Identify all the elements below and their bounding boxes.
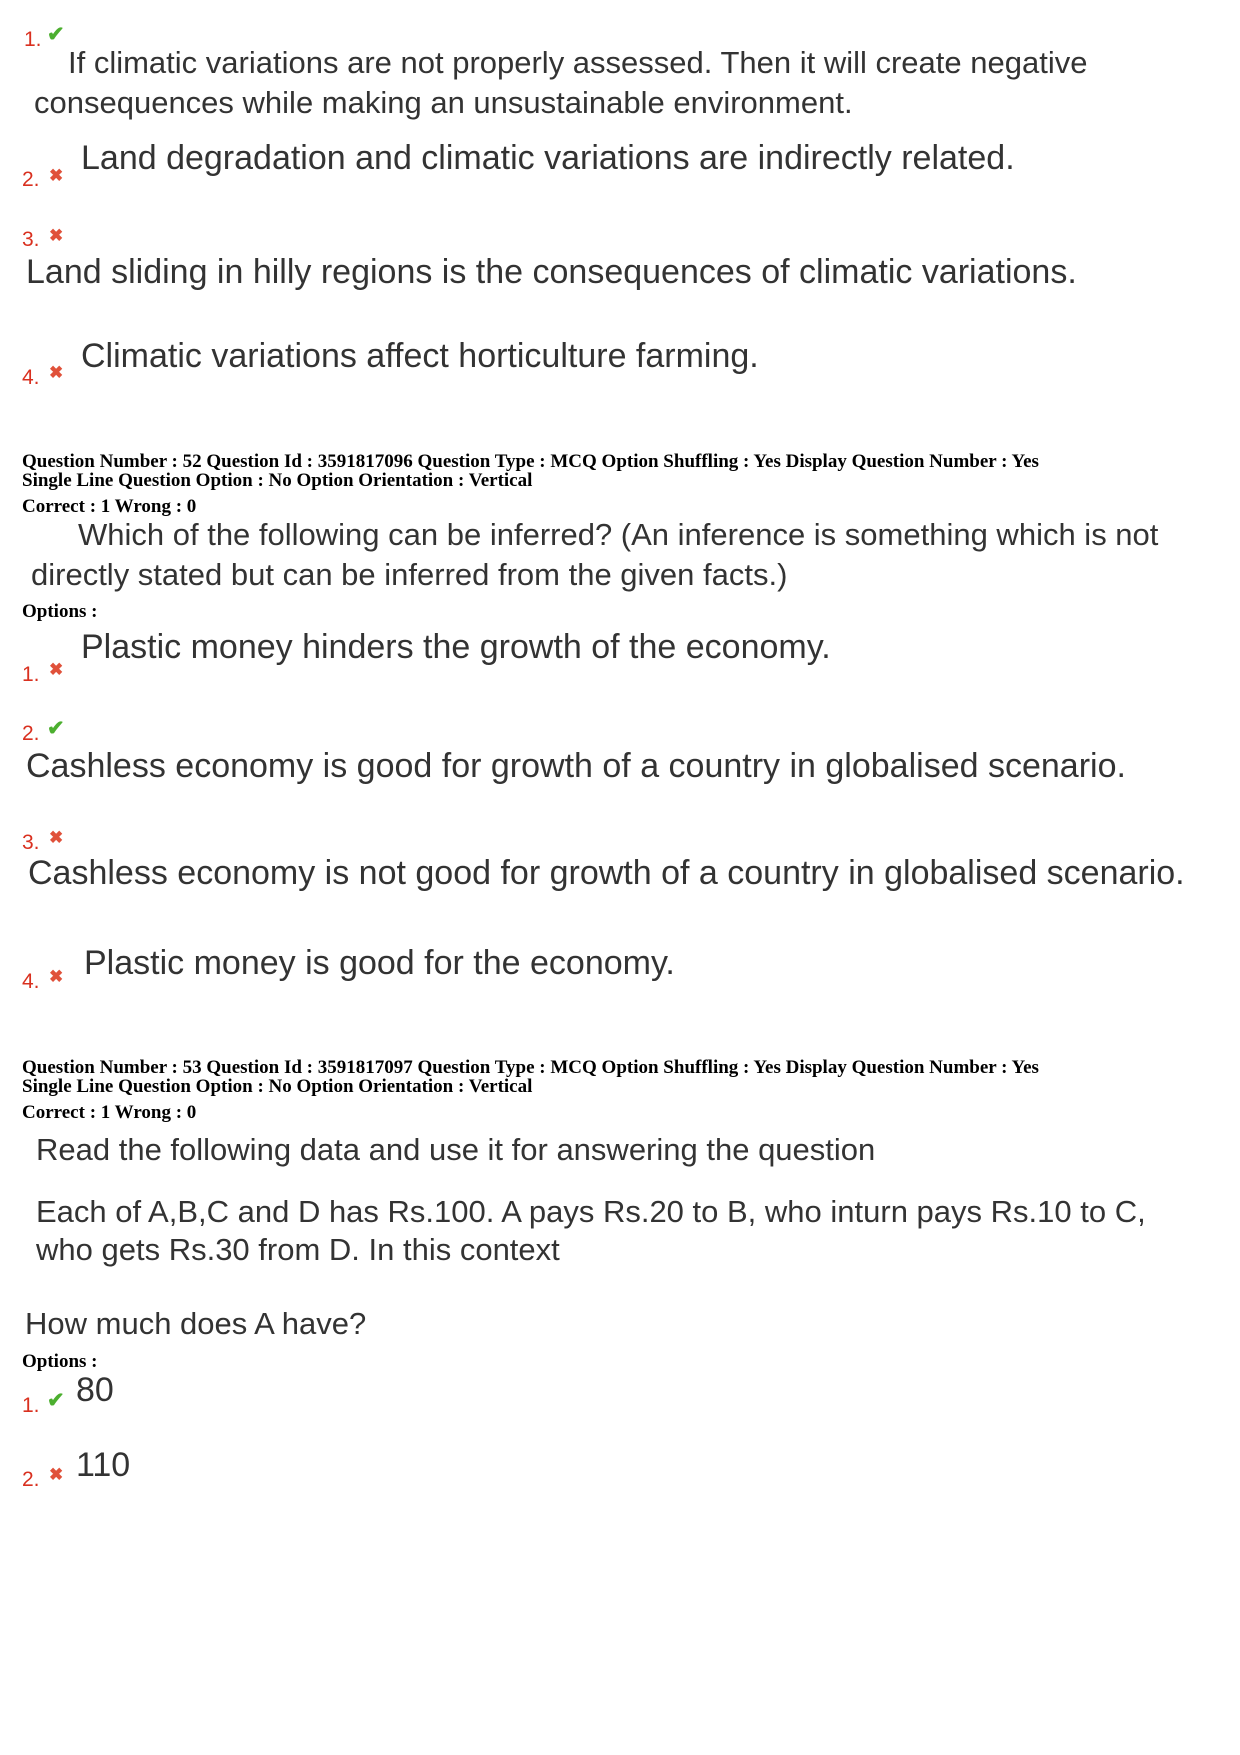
question-text: Which of the following can be inferred? (An inference is something which is not <box>78 517 1159 552</box>
option-number: 3. <box>22 831 40 854</box>
wrong-cross-icon: ✖ <box>49 660 64 679</box>
option-number: 1. <box>22 1394 40 1417</box>
correct-check-icon: ✔ <box>47 717 65 740</box>
option-text: consequences while making an unsustainable environment. <box>34 85 853 120</box>
option-text: Plastic money is good for the economy. <box>84 944 675 982</box>
option-text: 110 <box>76 1446 131 1484</box>
wrong-cross-icon: ✖ <box>49 1465 64 1484</box>
question-meta: Single Line Question Option : No Option Orientation : Vertical <box>22 1076 533 1097</box>
question-intro: Read the following data and use it for answering the question <box>36 1132 876 1167</box>
question-marks: Correct : 1 Wrong : 0 <box>22 496 197 517</box>
wrong-cross-icon: ✖ <box>49 226 64 245</box>
options-label: Options : <box>22 1351 98 1372</box>
option-text: Land degradation and climatic variations are indirectly related. <box>81 139 1015 177</box>
option-text: Cashless economy is good for growth of a country in globalised scenario. <box>26 747 1126 785</box>
options-label: Options : <box>22 601 98 622</box>
question-meta: Question Number : 53 Question Id : 3591817097 Question Type : MCQ Option Shuffling : Yes Display Question Number : Yes <box>22 1057 1039 1078</box>
wrong-cross-icon: ✖ <box>49 967 64 986</box>
wrong-cross-icon: ✖ <box>49 363 64 382</box>
question-text: How much does A have? <box>25 1306 367 1341</box>
option-number: 1. <box>24 28 42 51</box>
option-number: 4. <box>22 366 40 389</box>
option-text: 80 <box>76 1371 114 1409</box>
question-data: Each of A,B,C and D has Rs.100. A pays Rs.20 to B, who inturn pays Rs.10 to C, <box>36 1194 1146 1229</box>
option-text: Cashless economy is not good for growth of a country in globalised scenario. <box>28 854 1185 892</box>
option-text: Climatic variations affect horticulture farming. <box>81 337 759 375</box>
option-text: Land sliding in hilly regions is the consequences of climatic variations. <box>26 253 1077 291</box>
option-number: 2. <box>22 722 40 745</box>
option-text: Plastic money hinders the growth of the economy. <box>81 628 831 666</box>
option-number: 4. <box>22 970 40 993</box>
wrong-cross-icon: ✖ <box>49 828 64 847</box>
question-text: directly stated but can be inferred from the given facts.) <box>31 557 788 592</box>
question-meta: Question Number : 52 Question Id : 3591817096 Question Type : MCQ Option Shuffling : Yes Display Question Number : Yes <box>22 451 1039 472</box>
option-text: If climatic variations are not properly assessed. Then it will create negative <box>68 45 1088 80</box>
correct-check-icon: ✔ <box>47 1389 65 1412</box>
option-number: 2. <box>22 1468 40 1491</box>
option-number: 3. <box>22 228 40 251</box>
wrong-cross-icon: ✖ <box>49 166 64 185</box>
option-number: 2. <box>22 168 40 191</box>
question-data: who gets Rs.30 from D. In this context <box>36 1232 560 1267</box>
question-meta: Single Line Question Option : No Option Orientation : Vertical <box>22 470 533 491</box>
correct-check-icon: ✔ <box>47 23 65 46</box>
question-marks: Correct : 1 Wrong : 0 <box>22 1102 197 1123</box>
option-number: 1. <box>22 663 40 686</box>
